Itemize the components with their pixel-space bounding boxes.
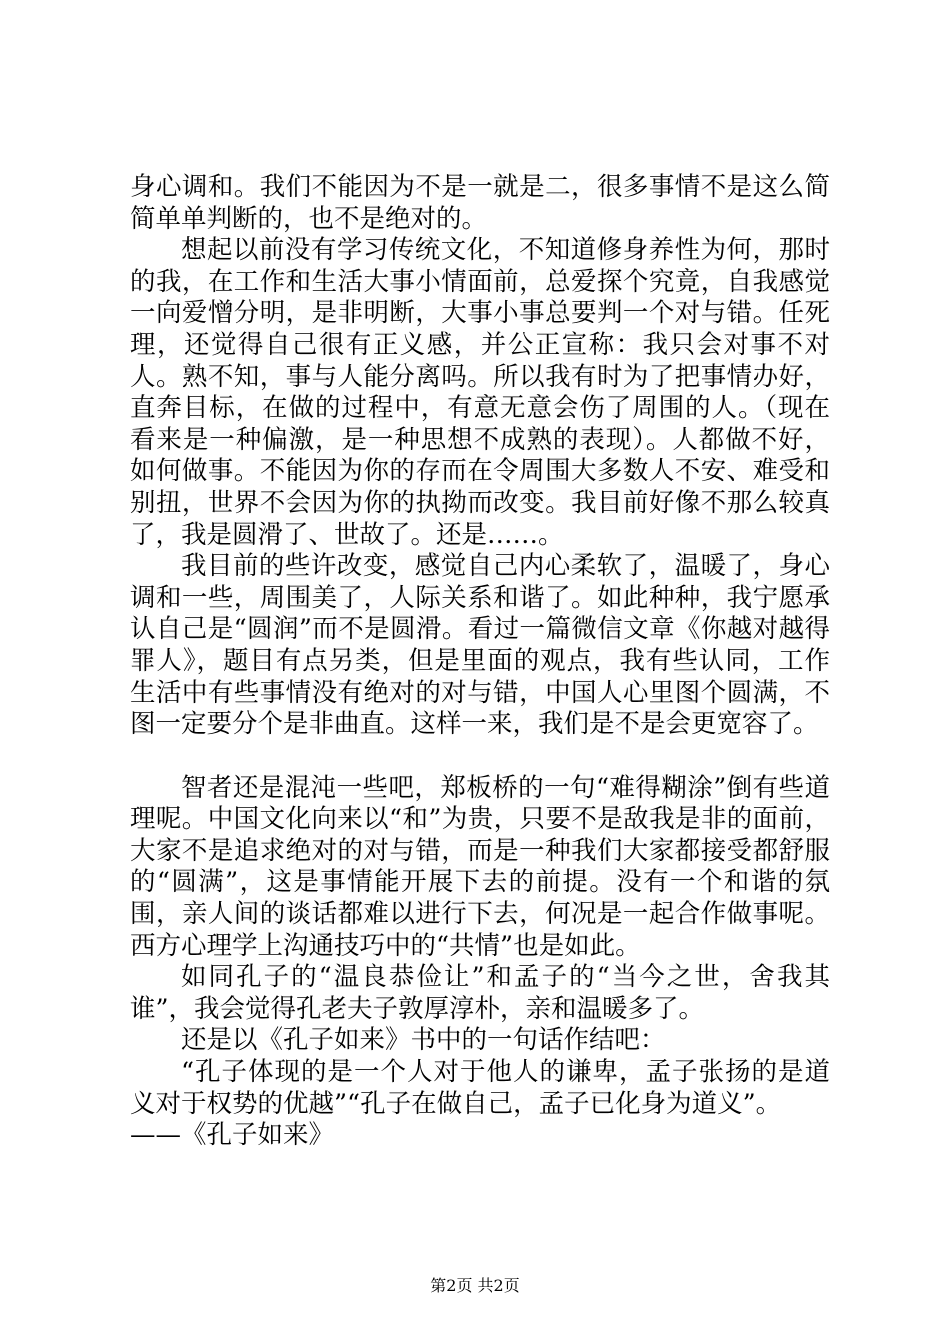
document-body xyxy=(130,172,830,1152)
paragraph-conclusion-intro: 还是以《孔子如来》书中的一句话作结吧： xyxy=(181,1025,666,1056)
paragraph-change: 我目前的些许改变，感觉自己内心柔软了，温暖了，身心调和一些，周围美了，人际关系和谐了。如此种种，我宁愿承认自己是“圆润”而不是圆滑。看过一篇微信文章《你越对越得罪人》，题目有点另类，但是里面的观点，我有些认同，工作生活中有些事情没有绝对的对与错，中国人心里图个圆满，不图一定要分个是非曲直。这样一来，我们是不是会更宽容了。 xyxy=(130,551,830,740)
paragraph-quote: “孔子体现的是一个人对于他人的谦卑，孟子张扬的是道义对于权势的优越”“孔子在做自己，孟子已化身为道义”。 xyxy=(130,1057,830,1119)
page-footer xyxy=(0,1276,950,1296)
paragraph-recollection: 想起以前没有学习传统文化，不知道修身养性为何，那时的我，在工作和生活大事小情面前，总爱探个究竟，自我感觉一向爱憎分明，是非明断，大事小事总要判一个对与错。任死理，还觉得自己很有正义感，并公正宣称：我只会对事不对人。熟不知，事与人能分离吗。所以我有时为了把事情办好，直奔目标，在做的过程中，有意无意会伤了周围的人。（现在看来是一种偏激，是一种思想不成熟的表现）。人都做不好，如何做事。不能因为你的存而在令周围大多数人不安、难受和别扭，世界不会因为你的执拗而改变。我目前好像不那么较真了，我是圆滑了、世故了。还是……。 xyxy=(130,235,830,550)
paragraph-continuation: 身心调和。我们不能因为不是一就是二，很多事情不是这么简简单单判断的，也不是绝对的。 xyxy=(130,172,830,234)
paragraph-confucius-mencius: 如同孔子的“温良恭俭让”和孟子的“当今之世，舍我其谁”，我会觉得孔老夫子敦厚淳朴，亲和温暖多了。 xyxy=(130,962,830,1024)
paragraph-wisdom: 智者还是混沌一些吧，郑板桥的一句“难得糊涂”倒有些道理呢。中国文化向来以“和”为贵，只要不是敌我是非的面前，大家不是追求绝对的对与错，而是一种我们大家都接受都舒服的“圆满”，这是事情能开展下去的前提。没有一个和谐的氛围，亲人间的谈话都难以进行下去，何况是一起合作做事呢。西方心理学上沟通技巧中的“共情”也是如此。 xyxy=(130,772,830,961)
page-number: 第2页 共2页 xyxy=(430,1276,520,1295)
paragraph-source: ——《孔子如来》 xyxy=(130,1120,335,1151)
